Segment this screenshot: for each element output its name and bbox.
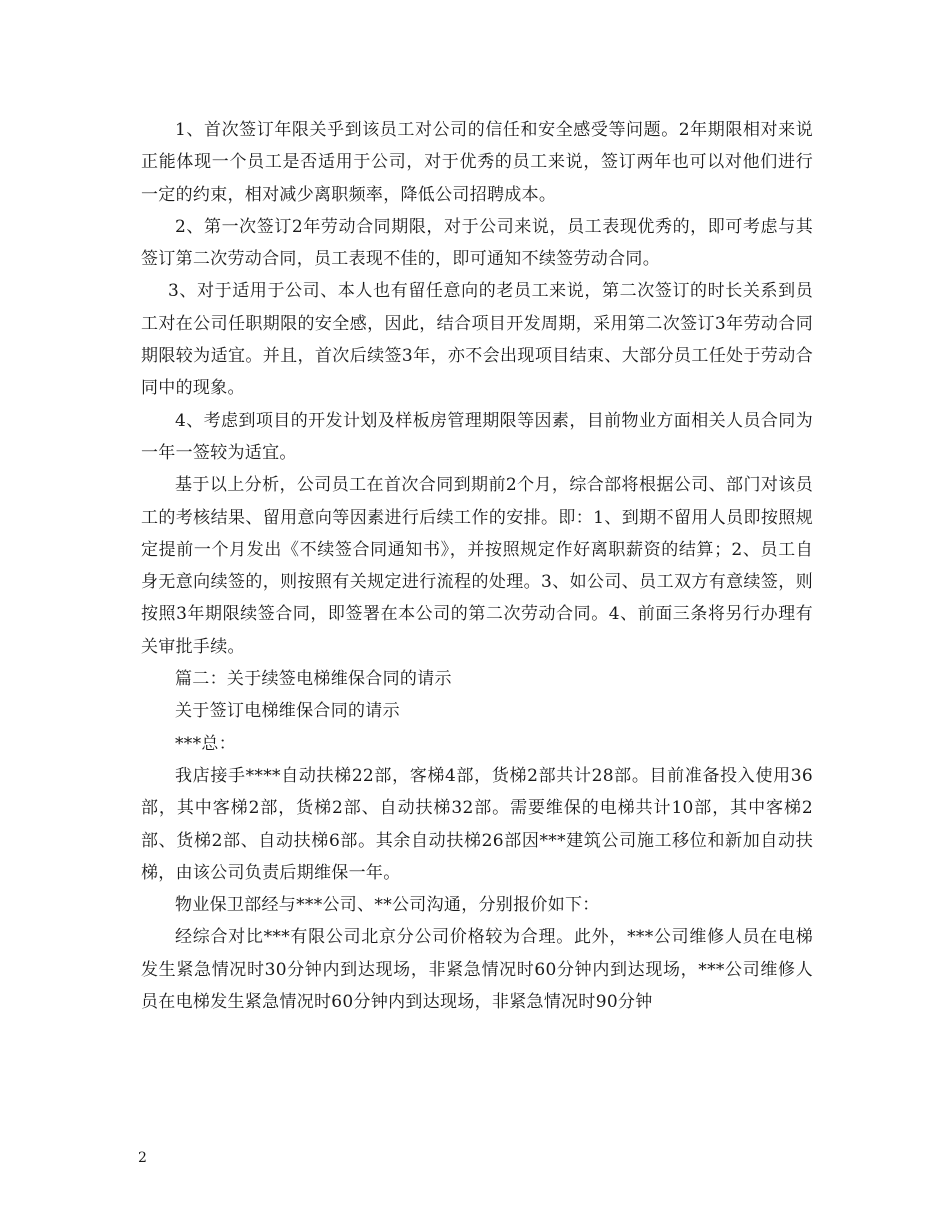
- paragraph-4: 4、考虑到项目的开发计划及样板房管理期限等因素，目前物业方面相关人员合同为一年一签较为适宜。: [141, 410, 813, 463]
- document-body: [141, 114, 813, 1018]
- paragraph-elevator-count: 我店接手****自动扶梯22部，客梯4部，货梯2部共计28部。目前准备投入使用36部，其中客梯2部，货梯2部、自动扶梯32部。需要维保的电梯共计10部，其中客梯2部、货梯2部、自动扶梯6部。其余自动扶梯26部因***建筑公司施工移位和新加自动扶梯，由该公司负责后期维保一年。: [141, 765, 813, 883]
- salutation: ***总：: [175, 733, 236, 754]
- paragraph-quotes: 物业保卫部经与***公司、**公司沟通，分别报价如下：: [175, 895, 600, 916]
- paragraph-2: 2、第一次签订2年劳动合同期限，对于公司来说，员工表现优秀的，即可考虑与其签订第二次劳动合同，员工表现不佳的，即可通知不续签劳动合同。: [141, 216, 813, 270]
- request-title: 关于签订电梯维保合同的请示: [175, 701, 400, 722]
- paragraph-1: 1、首次签订年限关乎到该员工对公司的信任和安全感受等问题。2年期限相对来说正能体现一个员工是否适用于公司，对于优秀的员工来说，签订两年也可以对他们进行一定的约束，相对减少离职频率，降低公司招聘成本。: [141, 120, 813, 205]
- paragraph-5: 基于以上分析，公司员工在首次合同到期前2个月，综合部将根据公司、部门对该员工的考核结果、留用意向等因素进行后续工作的安排。即：1、到期不留用人员即按照规定提前一个月发出《不续签合同通知书》，并按照规定作好离职薪资的结算；2、员工自身无意向续签的，则按照有关规定进行流程的处理。3、如公司、员工双方有意续签，则按照3年期限续签合同，即签署在本公司的第二次劳动合同。4、前面三条将另行办理有关审批手续。: [141, 475, 813, 657]
- section-heading: 篇二：关于续签电梯维保合同的请示: [175, 669, 452, 690]
- paragraph-3: 3、对于适用于公司、本人也有留任意向的老员工来说，第二次签订的时长关系到员工对在公司任职期限的安全感，因此，结合项目开发周期，采用第二次签订3年劳动合同期限较为适宜。并且，首次后续签3年，亦不会出现项目结束、大部分员工任处于劳动合同中的现象。: [141, 281, 813, 399]
- paragraph-comparison: 经综合对比***有限公司北京分公司价格较为合理。此外，***公司维修人员在电梯发生紧急情况时30分钟内到达现场，非紧急情况时60分钟内到达现场，***公司维修人员在电梯发生紧急情况时60分钟内到达现场，非紧急情况时90分钟: [141, 927, 813, 1013]
- page-number: 2: [138, 1150, 147, 1166]
